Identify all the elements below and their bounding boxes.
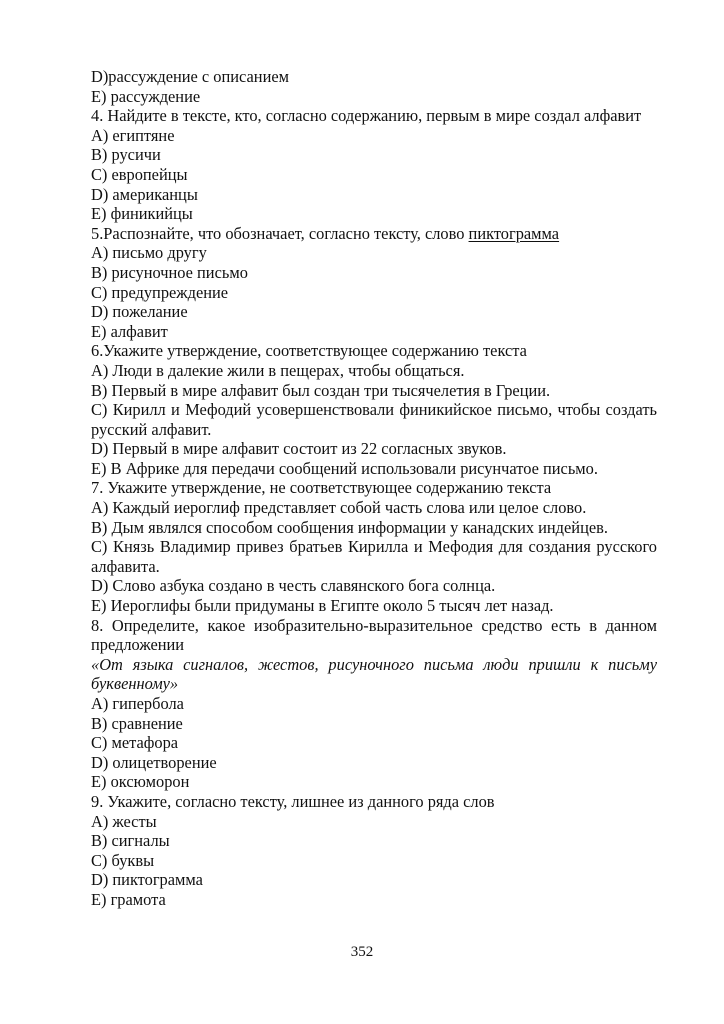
question-4: 4. Найдите в тексте, кто, согласно содержанию, первым в мире создал алфавит	[91, 106, 642, 126]
option-d: D) олицетворение	[91, 752, 217, 772]
question-9: 9. Укажите, согласно тексту, лишнее из данного ряда слов	[91, 791, 495, 811]
option-d: D) Слово азбука создано в честь славянского бога солнца.	[91, 576, 496, 596]
option-e: E) грамота	[91, 889, 166, 909]
option-c: C) метафора	[91, 733, 179, 753]
option-e: E) рассуждение	[91, 86, 201, 106]
option-b: B) русичи	[91, 145, 161, 165]
option-c: C) европейцы	[91, 164, 188, 184]
option-c: C) Князь Владимир привез братьев Кирилла и Мефодия для создания русского алфавита.	[91, 537, 657, 576]
option-c: C) буквы	[91, 850, 155, 870]
option-a: A) египтяне	[91, 125, 175, 145]
option-d: D) пиктограмма	[91, 870, 203, 890]
option-b: B) сравнение	[91, 713, 183, 733]
option-e: E) оксюморон	[91, 772, 190, 792]
question-8: 8. Определите, какое изобразительно-выразительное средство есть в данном предложении	[91, 615, 657, 655]
page-number: 352	[350, 944, 374, 960]
option-c: C) предупреждение	[91, 282, 229, 302]
option-a: A) жесты	[91, 811, 157, 831]
option-d: D) Первый в мире алфавит состоит из 22 согласных звуков.	[91, 439, 507, 459]
option-d: D) американцы	[91, 184, 198, 204]
quote-sentence: «От языка сигналов, жестов, рисуночного письма люди пришли к письму буквенному»	[91, 654, 657, 694]
option-e: E) В Африке для передачи сообщений использовали рисунчатое письмо.	[91, 458, 598, 478]
option-a: A) Каждый иероглиф представляет собой часть слова или целое слово.	[91, 498, 587, 518]
option-d: D)рассуждение с описанием	[91, 67, 289, 86]
underlined-term: пиктограмма	[468, 223, 560, 243]
option-a: A) гипербола	[91, 694, 184, 713]
option-c: C) Кирилл и Мефодий усовершенствовали финикийское письмо, чтобы создать русский алфавит.	[91, 400, 657, 439]
option-e: E) алфавит	[91, 321, 168, 341]
option-e: E) Иероглифы были придуманы в Египте около 5 тысяч лет назад.	[91, 596, 554, 616]
option-b: B) сигналы	[91, 831, 170, 851]
question-5: 5.Распознайте, что обозначает, согласно тексту, слово пиктограмма	[91, 223, 560, 243]
option-a: A) письмо другу	[91, 243, 207, 263]
document-page	[91, 67, 657, 910]
option-b: B) рисуночное письмо	[91, 262, 248, 282]
question-6: 6.Укажите утверждение, соответствующее содержанию текста	[91, 341, 527, 361]
option-e: E) финикийцы	[91, 204, 193, 224]
option-b: B) Первый в мире алфавит был создан три тысячелетия в Греции.	[91, 380, 551, 400]
option-d: D) пожелание	[91, 302, 188, 322]
question-7: 7. Укажите утверждение, не соответствующее содержанию текста	[91, 478, 552, 498]
option-a: A) Люди в далекие жили в пещерах, чтобы общаться.	[91, 360, 465, 380]
option-b: B) Дым являлся способом сообщения информации у канадских индейцев.	[91, 517, 608, 537]
